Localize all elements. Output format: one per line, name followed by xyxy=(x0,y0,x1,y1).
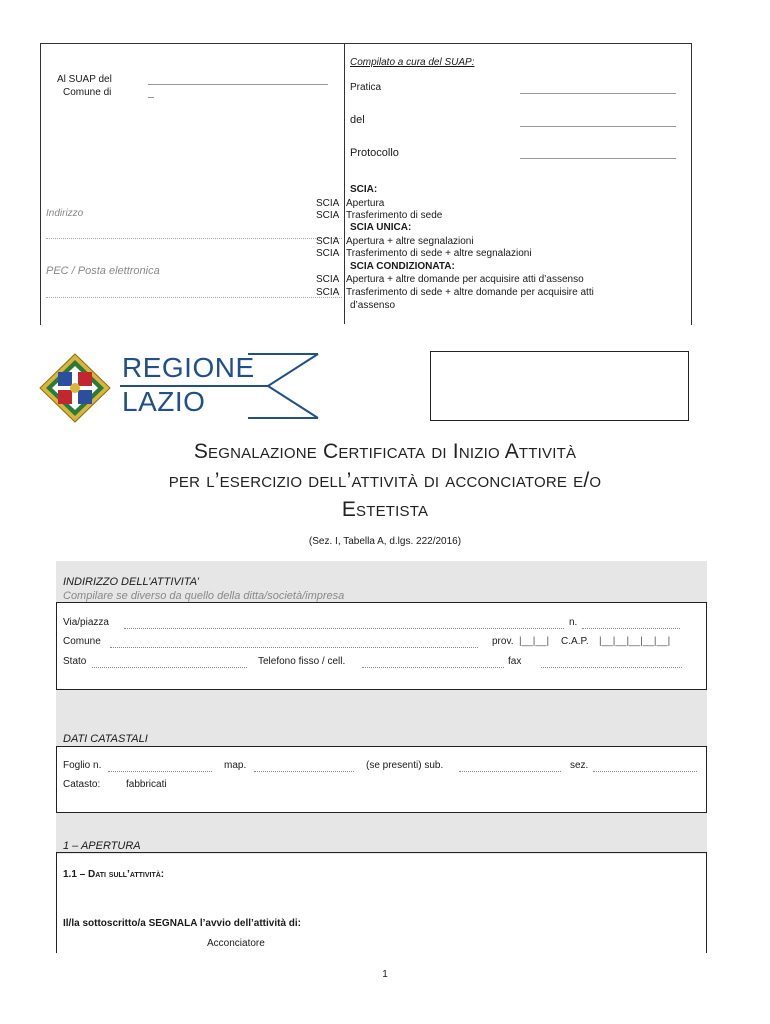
pratica-input[interactable] xyxy=(520,93,676,94)
logo-text-regione: REGIONE xyxy=(122,352,255,383)
foglio-input[interactable] xyxy=(108,771,212,772)
indirizzo-section-title: INDIRIZZO DELL’ATTIVITA’ xyxy=(63,576,200,588)
regione-lazio-emblem xyxy=(38,352,112,424)
telefono-label: Telefono fisso / cell. xyxy=(258,656,346,667)
scia-prefix-6: SCIA xyxy=(316,287,340,298)
fax-input[interactable] xyxy=(541,667,682,668)
suap-label-line1: Al SUAP del xyxy=(57,74,112,85)
stato-label: Stato xyxy=(63,656,87,667)
apertura-section-title: 1 – APERTURA xyxy=(63,840,141,852)
pratica-label: Pratica xyxy=(350,82,382,93)
comune-label: Comune xyxy=(63,636,101,647)
sez-label: sez. xyxy=(570,760,589,771)
option-trasferimento-assenso-cont: d’assenso xyxy=(350,300,396,311)
comune-suap-input[interactable] xyxy=(148,84,328,85)
prov-label: prov. xyxy=(492,636,514,647)
document-title-line2: per l’esercizio dell’attività di acconciatore e/o xyxy=(168,469,602,492)
dati-attivita-title: 1.1 – Dati sull’attività: xyxy=(63,869,165,880)
page-number: 1 xyxy=(382,969,388,980)
comune-suap-input-tail xyxy=(148,97,154,98)
scia-header: SCIA: xyxy=(350,184,378,195)
indirizzo-section-hint: Compilare se diverso da quello della ditta/società/impresa xyxy=(63,590,345,602)
via-input[interactable] xyxy=(124,628,564,629)
scia-prefix-5: SCIA xyxy=(316,274,340,285)
activity-acconciatore[interactable]: Acconciatore xyxy=(207,938,265,949)
apertura-box xyxy=(56,852,707,953)
protocol-stamp-box xyxy=(430,351,689,421)
scia-condizionata-header: SCIA CONDIZIONATA: xyxy=(350,261,455,272)
option-apertura-segnalazioni[interactable]: Apertura + altre segnalazioni xyxy=(346,236,474,247)
document-title-line3: Estetista xyxy=(341,498,429,521)
option-apertura[interactable]: Apertura xyxy=(346,198,385,209)
stato-input[interactable] xyxy=(92,667,247,668)
catastali-section-title: DATI CATASTALI xyxy=(63,733,148,745)
protocollo-input[interactable] xyxy=(520,158,676,159)
option-trasferimento[interactable]: Trasferimento di sede xyxy=(346,210,443,221)
pec-input[interactable] xyxy=(46,297,342,298)
pec-label: PEC / Posta elettronica xyxy=(46,265,160,277)
sub-label: (se presenti) sub. xyxy=(366,760,444,771)
scia-prefix-1: SCIA xyxy=(316,198,340,209)
apertura-band xyxy=(56,828,707,854)
prov-input[interactable]: |__|__| xyxy=(519,636,550,647)
fabbricati-option[interactable]: fabbricati xyxy=(126,779,167,790)
n-label: n. xyxy=(569,617,578,628)
map-input[interactable] xyxy=(254,771,354,772)
suap-label-line2: Comune di xyxy=(63,87,112,98)
telefono-input[interactable] xyxy=(362,667,504,668)
option-trasferimento-segnalazioni[interactable]: Trasferimento di sede + altre segnalazioni xyxy=(346,248,532,259)
scia-prefix-4: SCIA xyxy=(316,248,340,259)
n-input[interactable] xyxy=(582,628,680,629)
top-form-divider xyxy=(344,43,345,324)
regione-lazio-logo xyxy=(38,352,328,422)
del-input[interactable] xyxy=(520,126,676,127)
logo-lines xyxy=(118,352,328,422)
document-title-line1: Segnalazione Certificata di Inizio Attività xyxy=(193,440,577,463)
indirizzo-input[interactable] xyxy=(46,238,342,239)
option-apertura-assenso[interactable]: Apertura + altre domande per acquisire atti d’assenso xyxy=(346,274,584,285)
logo-text-lazio: LAZIO xyxy=(122,386,206,417)
segnala-text: Il/la sottoscritto/a SEGNALA l’avvio dell’attività di: xyxy=(63,918,302,929)
del-label: del xyxy=(350,114,365,126)
document-subtitle: (Sez. I, Tabella A, d.lgs. 222/2016) xyxy=(308,536,462,547)
cap-label: C.A.P. xyxy=(561,636,589,647)
fax-label: fax xyxy=(508,656,522,667)
indirizzo-label: Indirizzo xyxy=(46,208,84,219)
cap-input[interactable]: |__|__|__|__|__| xyxy=(599,636,671,647)
map-label: map. xyxy=(224,760,247,771)
sez-input[interactable] xyxy=(593,771,697,772)
scia-unica-header: SCIA UNICA: xyxy=(350,222,412,233)
compilato-label: Compilato a cura del SUAP: xyxy=(350,57,475,68)
scia-prefix-3: SCIA xyxy=(316,236,340,247)
comune-input[interactable] xyxy=(110,647,478,648)
catasto-label: Catasto: xyxy=(63,779,101,790)
foglio-label: Foglio n. xyxy=(63,760,102,771)
protocollo-label: Protocollo xyxy=(350,147,399,159)
sub-input[interactable] xyxy=(459,771,561,772)
suap-label xyxy=(57,73,112,99)
via-label: Via/piazza xyxy=(63,617,109,628)
option-trasferimento-assenso[interactable]: Trasferimento di sede + altre domande per acquisire atti xyxy=(346,287,594,298)
scia-prefix-2: SCIA xyxy=(316,210,340,221)
